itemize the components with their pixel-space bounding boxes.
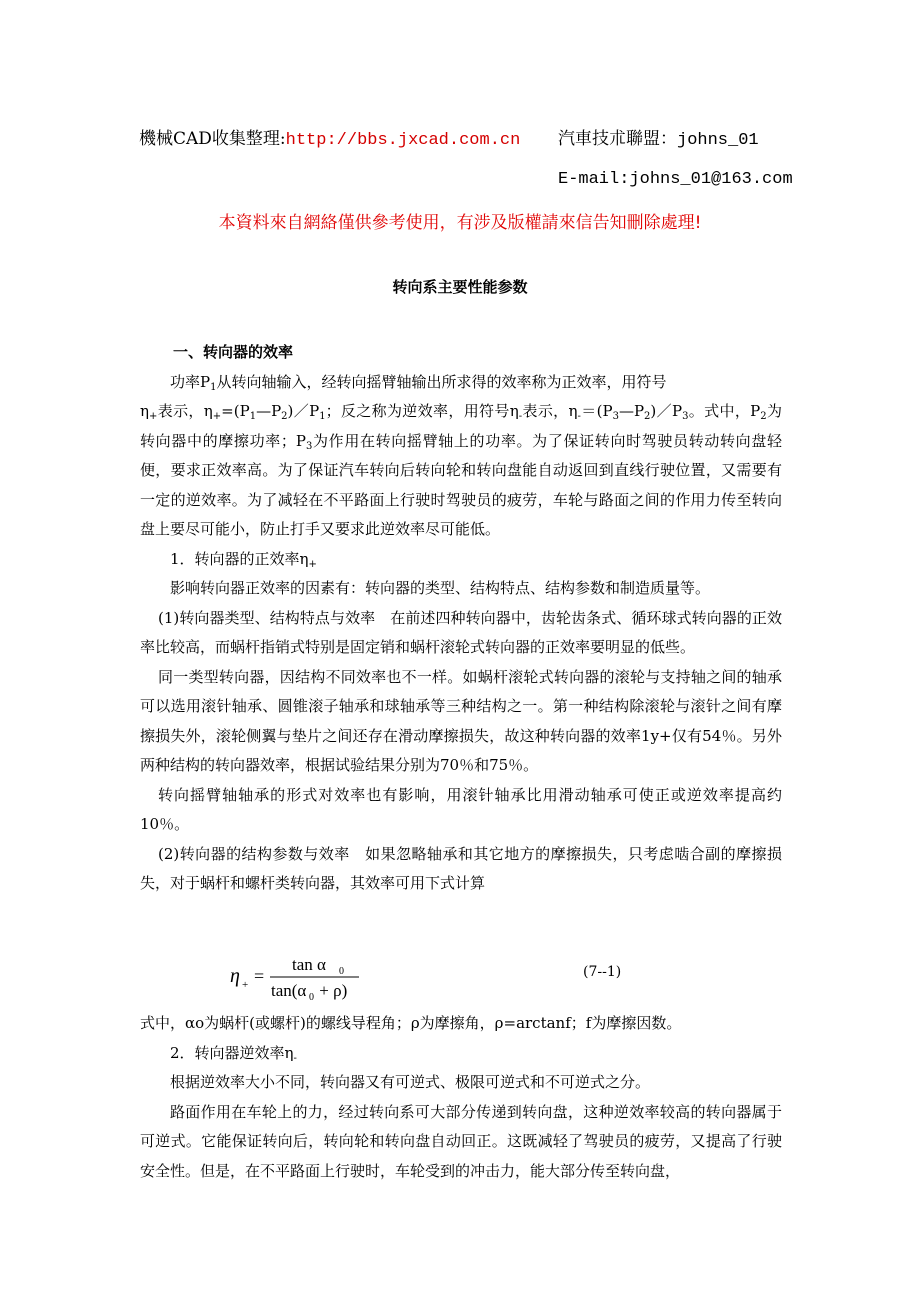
paragraph-bearing-types: 同一类型转向器，因结构不同效率也不一样。如蜗杆滚轮式转向器的滚轮与支持轴之间的轴承可以选用滚针轴承、圆锥滚子轴承和球轴承等三种结构之一。第一种结构除滚轮与滚针之间有摩擦损失外，滚轮侧翼与垫片之间还存在滑动摩擦损失，故这种转向器的效率1y+仅有54％。另外两种结构的转向器效率，根据试验结果分别为70％和75％。 — [140, 667, 782, 774]
formula-lhs: η — [230, 965, 240, 987]
body-block-1 — [140, 338, 782, 899]
header-line-1 — [139, 124, 520, 150]
paragraph-reversible: 路面作用在车轮上的力，经过转向系可大部分传递到转向盘，这种逆效率较高的转向器属于可逆式。它能保证转向后，转向轮和转向盘自动回正。这既减轻了驾驶员的疲劳，又提高了行驶安全性。但是，在不平路面上行驶时，车轮受到的冲击力，能大部分传至转向盘， — [140, 1102, 782, 1180]
paragraph-forward-efficiency-factors: 影响转向器正效率的因素有：转向器的类型、结构特点、结构参数和制造质量等。 — [170, 579, 711, 597]
formula-denominator-b: + ρ) — [315, 981, 348, 1000]
email-label: E-mail: — [558, 170, 630, 189]
subheading-forward-efficiency: 1．转向器的正效率$\eta_+$ — [170, 549, 317, 570]
paragraph-efficiency-definition: 功率$P_1$从转向轴输入，经转向摇臂轴输出所求得的效率称为正效率，用符号 — [170, 372, 667, 393]
formula-numerator: tan α — [292, 955, 326, 974]
document-title: 转向系主要性能参数 — [392, 278, 528, 296]
equation-number: (7--1) — [583, 964, 622, 980]
alliance-user: johns_01 — [677, 131, 759, 150]
alliance-line — [558, 124, 759, 150]
formula-denominator-sub: 0 — [309, 992, 314, 1002]
paragraph-rocker-bearing: 转向摇臂轴轴承的形式对效率也有影响，用滚针轴承比用滑动轴承可使正或逆效率提高约10％。 — [140, 785, 782, 833]
copyright-notice: 本資料來自網絡僅供參考使用，有涉及版權請來信告知刪除處理! — [218, 213, 702, 233]
efficiency-formula — [222, 948, 642, 1002]
body-block-2 — [140, 1009, 782, 1186]
formula-lhs-sub: + — [242, 979, 249, 991]
alliance-label: 汽車技朮聯盟： — [558, 129, 677, 149]
email-line — [558, 168, 793, 189]
paragraph-structural-params: (2)转向器的结构参数与效率 如果忽略轴承和其它地方的摩擦损失，只考虑啮合副的摩擦损失，对于蜗杆和螺杆类转向器，其效率可用下式计算 — [140, 844, 782, 892]
email-address[interactable]: johns_01@163.com — [629, 170, 793, 189]
subheading-reverse-efficiency: 2．转向器逆效率$\eta_-$ — [170, 1043, 297, 1064]
collector-label: 機械CAD收集整理: — [139, 129, 286, 149]
paragraph-efficiency-continued: $\eta_+$表示，$\eta_+=(P_1—P_2)/P_1$；反之称为逆效率，用符号$\eta_-$表示，$\eta_-=(P_3—P_2)/P_3$。式中，$P_2$为转向器中的摩擦功率；$P_3$为作用在转向摇臂轴上的功率。为了保证转向时驾驶员转动转向盘轻便，要求正效率高。为了保证汽车转向后转向轮和转向盘能自动返回到直线行驶位置，又需要有一定的逆效率。为了减轻在不平路面上行驶时驾驶员的疲劳，车轮与路面之间的作用力传至转向盘上要尽可能小，防止打手又要求此逆效率尽可能低。 — [140, 402, 783, 538]
formula-numerator-sub: 0 — [339, 966, 344, 977]
formula-denominator-a: tan(α — [271, 981, 307, 1000]
paragraph-formula-explanation: 式中，αo为蜗杆(或螺杆)的螺线导程角；ρ为摩擦角，ρ=arctanf；f为摩擦因数。 — [140, 1014, 682, 1032]
paragraph-reverse-types: 根据逆效率大小不同，转向器又有可逆式、极限可逆式和不可逆式之分。 — [170, 1073, 651, 1091]
section-heading-efficiency: 一、转向器的效率 — [173, 343, 294, 361]
formula-equals: = — [254, 966, 265, 986]
paragraph-type-structure: (1)转向器类型、结构特点与效率 在前述四种转向器中，齿轮齿条式、循环球式转向器的正效率比较高，而蜗杆指销式特别是固定销和蜗杆滚轮式转向器的正效率要明显的低些。 — [140, 608, 782, 656]
collector-url-link[interactable]: http://bbs.jxcad.com.cn — [285, 131, 521, 150]
